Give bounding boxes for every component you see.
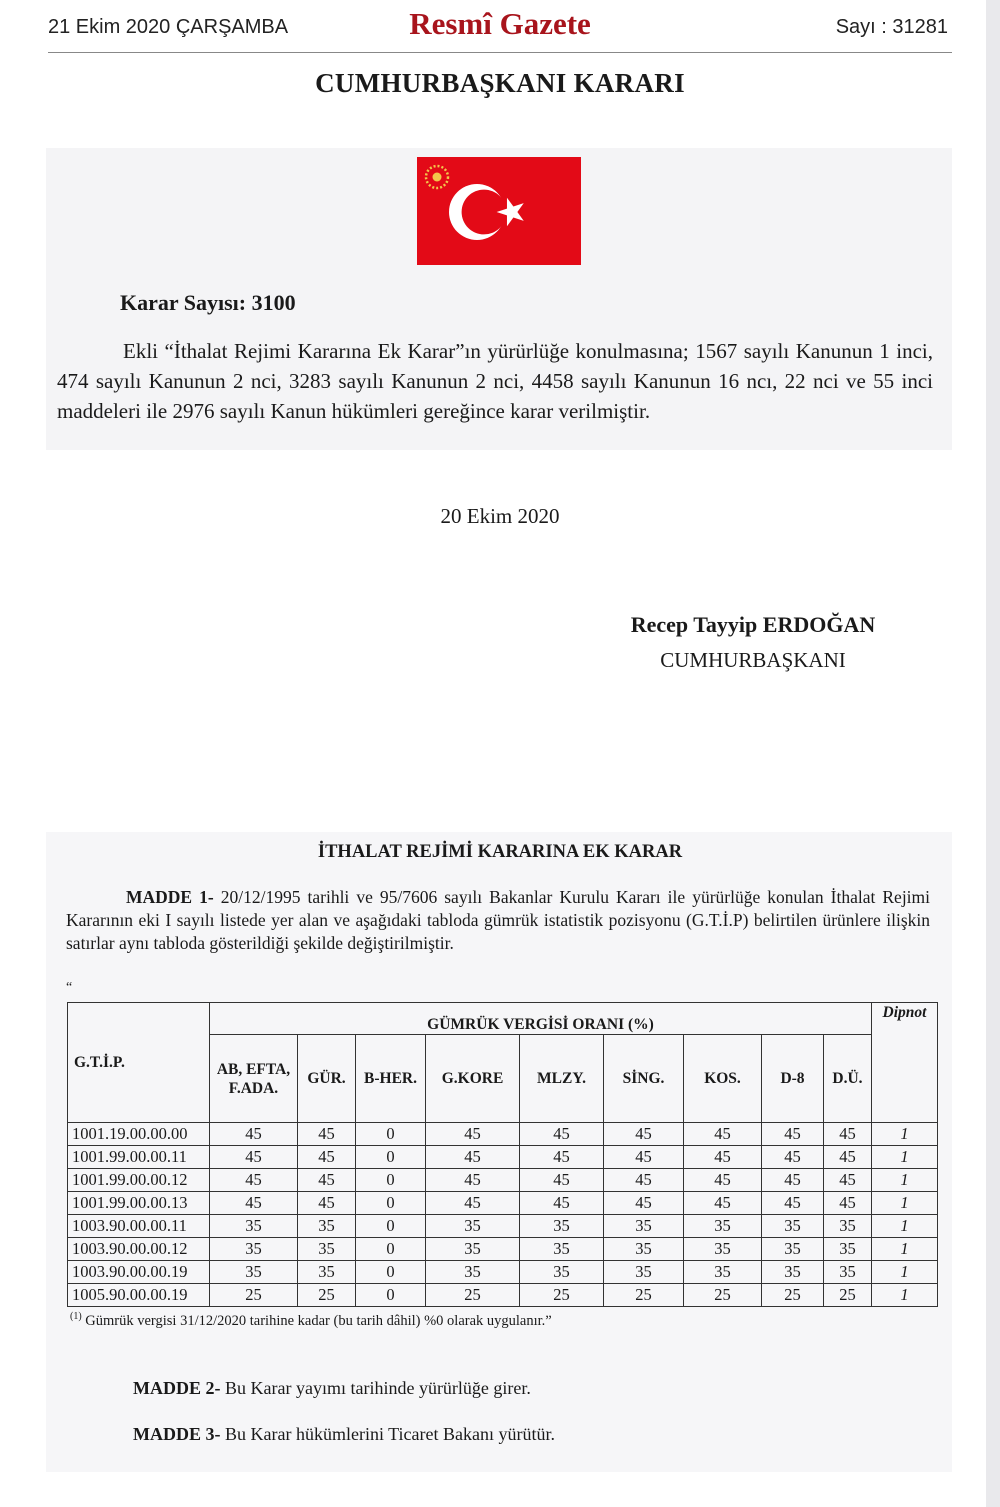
gtip-code-cell: 1005.90.00.00.19 (68, 1284, 210, 1307)
rate-cell: 0 (356, 1146, 426, 1169)
footnote-column-header: Dipnot (872, 1003, 938, 1123)
rate-cell: 45 (684, 1192, 762, 1215)
rate-cell: 25 (210, 1284, 298, 1307)
article-3 (133, 1424, 555, 1445)
header-date: 21 Ekim 2020 ÇARŞAMBA (48, 16, 289, 38)
rate-column-header: SİNG. (604, 1035, 684, 1123)
rate-cell: 45 (824, 1192, 872, 1215)
rate-cell: 0 (356, 1123, 426, 1146)
rate-cell: 0 (356, 1238, 426, 1261)
footnote-text: Gümrük vergisi 31/12/2020 tarihine kadar (bu tarih dâhil) %0 olarak uygulanır.” (85, 1312, 552, 1329)
gtip-code-cell: 1001.99.00.00.13 (68, 1192, 210, 1215)
gtip-code-cell: 1003.90.00.00.19 (68, 1261, 210, 1284)
rate-cell: 45 (298, 1192, 356, 1215)
gtip-code-cell: 1003.90.00.00.11 (68, 1215, 210, 1238)
rate-cell: 45 (298, 1146, 356, 1169)
footnote-ref-cell: 1 (872, 1192, 938, 1215)
rate-cell: 25 (426, 1284, 520, 1307)
rate-cell: 45 (520, 1169, 604, 1192)
rate-cell: 45 (604, 1146, 684, 1169)
decision-date: 20 Ekim 2020 (440, 504, 560, 528)
rate-cell: 45 (684, 1123, 762, 1146)
rate-cell: 45 (520, 1192, 604, 1215)
rate-cell: 35 (762, 1261, 824, 1284)
footnote-ref-cell: 1 (872, 1284, 938, 1307)
rate-cell: 45 (210, 1192, 298, 1215)
rate-cell: 35 (604, 1215, 684, 1238)
rate-cell: 45 (762, 1192, 824, 1215)
rate-cell: 45 (426, 1192, 520, 1215)
signer-name: Recep Tayyip ERDOĞAN (630, 612, 876, 637)
gtip-code-cell: 1001.19.00.00.00 (68, 1123, 210, 1146)
rate-cell: 0 (356, 1215, 426, 1238)
issue-number: Sayı : 31281 (835, 16, 948, 38)
rate-cell: 25 (520, 1284, 604, 1307)
rate-column-header: MLZY. (520, 1035, 604, 1123)
rate-cell: 35 (824, 1261, 872, 1284)
rate-cell: 45 (426, 1146, 520, 1169)
footnote-ref-cell: 1 (872, 1238, 938, 1261)
footnote-ref-cell: 1 (872, 1123, 938, 1146)
rate-column-header: G.KORE (426, 1035, 520, 1123)
rate-cell: 35 (762, 1238, 824, 1261)
rate-column-header: D-8 (762, 1035, 824, 1123)
rate-cell: 45 (604, 1192, 684, 1215)
article-3-label: MADDE 3- (133, 1424, 221, 1444)
rate-cell: 35 (298, 1238, 356, 1261)
signer-title: CUMHURBAŞKANI (660, 648, 846, 672)
rate-column-header: D.Ü. (824, 1035, 872, 1123)
footnote-marker: (1) (70, 1311, 82, 1322)
rate-cell: 35 (520, 1261, 604, 1284)
rate-cell: 45 (684, 1169, 762, 1192)
rate-cell: 45 (604, 1169, 684, 1192)
rate-cell: 35 (298, 1215, 356, 1238)
gtip-code-cell: 1001.99.00.00.12 (68, 1169, 210, 1192)
gtip-code-cell: 1001.99.00.00.11 (68, 1146, 210, 1169)
rate-cell: 45 (824, 1146, 872, 1169)
duty-rate-group-header: GÜMRÜK VERGİSİ ORANI (%) (210, 1003, 872, 1035)
table-row (68, 1169, 938, 1192)
footnote-ref-cell: 1 (872, 1146, 938, 1169)
rate-cell: 35 (426, 1215, 520, 1238)
rate-cell: 25 (298, 1284, 356, 1307)
rate-column-header: GÜR. (298, 1035, 356, 1123)
rate-cell: 35 (684, 1215, 762, 1238)
rate-cell: 0 (356, 1192, 426, 1215)
rate-cell: 35 (426, 1238, 520, 1261)
footnote-ref-cell: 1 (872, 1261, 938, 1284)
rate-cell: 45 (520, 1146, 604, 1169)
rate-cell: 45 (210, 1169, 298, 1192)
decision-number: Karar Sayısı: 3100 (120, 290, 296, 315)
rate-cell: 45 (426, 1123, 520, 1146)
rate-cell: 35 (762, 1215, 824, 1238)
rate-cell: 35 (604, 1261, 684, 1284)
rate-cell: 45 (210, 1123, 298, 1146)
article-2-text: Bu Karar yayımı tarihinde yürürlüğe girer. (225, 1378, 531, 1398)
rate-cell: 35 (684, 1238, 762, 1261)
decree-preamble: Ekli “İthalat Rejimi Kararına Ek Karar”ın yürürlüğe konulmasına; 1567 sayılı Kanunun 1 inci, 474 sayılı Kanunun 2 nci, 3283 sayılı Kanunun 2 nci, 4458 sayılı Kanunun 16 ncı, 22 nci ve 55 inci maddeleri ile 2976 sayılı Kanun hükümleri gereğince karar verilmiştir. (57, 339, 933, 423)
table-row (68, 1123, 938, 1146)
rate-cell: 45 (298, 1169, 356, 1192)
table-footnote (70, 1311, 552, 1330)
rate-cell: 35 (520, 1215, 604, 1238)
article-2-label: MADDE 2- (133, 1378, 221, 1398)
gtip-code-cell: 1003.90.00.00.12 (68, 1238, 210, 1261)
rate-cell: 45 (762, 1169, 824, 1192)
footnote-ref-cell: 1 (872, 1215, 938, 1238)
rate-cell: 45 (210, 1146, 298, 1169)
rate-cell: 45 (762, 1146, 824, 1169)
rate-cell: 35 (824, 1238, 872, 1261)
gtip-header: G.T.İ.P. (68, 1003, 210, 1123)
rate-cell: 25 (684, 1284, 762, 1307)
window-edge (986, 0, 1000, 1507)
rate-cell: 45 (520, 1123, 604, 1146)
rate-cell: 35 (210, 1215, 298, 1238)
rate-cell: 35 (210, 1261, 298, 1284)
rate-cell: 45 (426, 1169, 520, 1192)
rate-cell: 0 (356, 1284, 426, 1307)
article-1 (66, 886, 930, 955)
article-2 (133, 1378, 531, 1399)
rate-cell: 35 (824, 1215, 872, 1238)
article-1-label: MADDE 1- (126, 887, 214, 907)
table-row (68, 1238, 938, 1261)
article-1-text: 20/12/1995 tarihli ve 95/7606 sayılı Bakanlar Kurulu Kararı ile yürürlüğe konulan İthalat Rejimi Kararının eki I sayılı listede yer alan ve aşağıdaki tabloda gümrük istatistik pozisyonu (G.T.İ.P) belirtilen ürünlere ilişkin satırlar aynı tabloda gösterildiği şekilde değiştirilmiştir. (66, 887, 931, 953)
table-row (68, 1146, 938, 1169)
rate-cell: 0 (356, 1169, 426, 1192)
rate-cell: 25 (604, 1284, 684, 1307)
rate-cell: 35 (426, 1261, 520, 1284)
rate-column-header: AB, EFTA, F.ADA. (210, 1035, 298, 1123)
table-row (68, 1261, 938, 1284)
rate-cell: 45 (298, 1123, 356, 1146)
table-row (68, 1215, 938, 1238)
tariff-table (67, 1002, 938, 1307)
rate-cell: 35 (210, 1238, 298, 1261)
annex-title: İTHALAT REJİMİ KARARINA EK KARAR (317, 842, 683, 862)
table-row (68, 1192, 938, 1215)
gazette-header (48, 0, 952, 53)
rate-cell: 45 (684, 1146, 762, 1169)
rate-cell: 35 (684, 1261, 762, 1284)
rate-cell: 25 (824, 1284, 872, 1307)
rate-cell: 45 (824, 1169, 872, 1192)
article-3-text: Bu Karar hükümlerini Ticaret Bakanı yürütür. (225, 1424, 555, 1444)
rate-column-header: KOS. (684, 1035, 762, 1123)
rate-cell: 35 (298, 1261, 356, 1284)
rate-column-header: B-HER. (356, 1035, 426, 1123)
rate-cell: 45 (604, 1123, 684, 1146)
rate-cell: 25 (762, 1284, 824, 1307)
rate-cell: 35 (520, 1238, 604, 1261)
footnote-ref-cell: 1 (872, 1169, 938, 1192)
rate-cell: 45 (824, 1123, 872, 1146)
turkish-flag-icon (417, 157, 581, 265)
gazette-title: Resmî Gazete (409, 6, 591, 41)
rate-cell: 35 (604, 1238, 684, 1261)
rate-cell: 0 (356, 1261, 426, 1284)
table-row (68, 1284, 938, 1307)
opening-quote: “ (66, 980, 73, 995)
rate-cell: 45 (762, 1123, 824, 1146)
document-heading: CUMHURBAŞKANI KARARI (315, 68, 685, 98)
